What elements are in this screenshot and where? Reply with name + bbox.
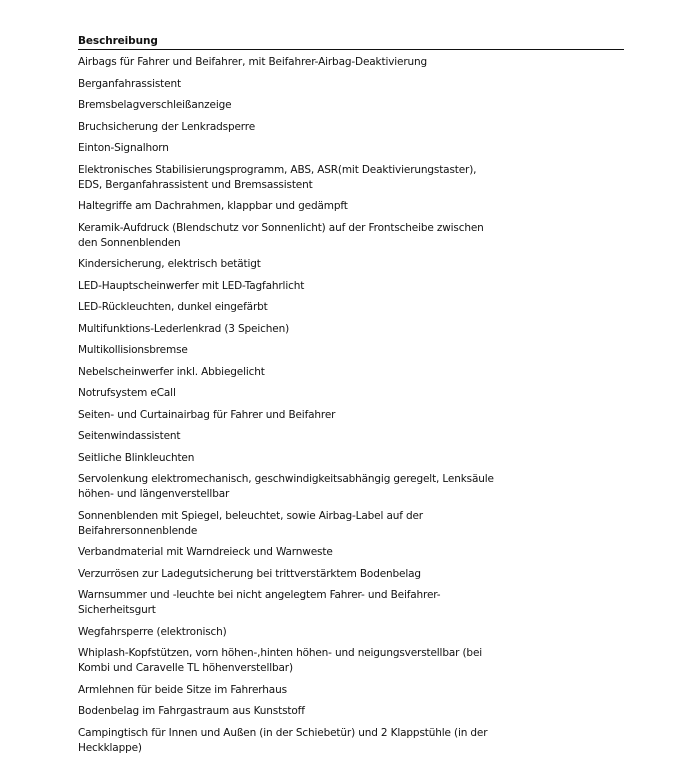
list-item: Airbags für Fahrer und Beifahrer, mit Beifahrer-Airbag-Deaktivierung — [78, 56, 428, 68]
list-item: Bremsbelagverschleißanzeige — [78, 99, 232, 111]
list-item: Haltegriffe am Dachrahmen, klappbar und gedämpft — [78, 200, 348, 212]
list-item: Bruchsicherung der Lenkradsperre — [78, 120, 256, 133]
list-item: LED-Hauptscheinwerfer mit LED-Tagfahrlicht — [78, 279, 305, 292]
list-item: Elektronisches Stabilisierungsprogramm, ABS, ASR(mit Deaktivierungstaster), EDS, Berganfahrassistent und Bremsassistent — [78, 163, 477, 191]
list-item: LED-Rückleuchten, dunkel eingefärbt — [78, 301, 268, 313]
list-item: Keramik-Aufdruck (Blendschutz vor Sonnenlicht) auf der Frontscheibe zwischen den Sonnenblenden — [78, 221, 484, 249]
equipment-list — [78, 50, 624, 757]
list-item: Berganfahrassistent — [78, 77, 181, 90]
list-item: Einton-Signalhorn — [78, 142, 169, 154]
list-item: Seiten- und Curtainairbag für Fahrer und Beifahrer — [78, 408, 336, 421]
list-item: Nebelscheinwerfer inkl. Abbiegelicht — [78, 365, 265, 378]
list-item: Kindersicherung, elektrisch betätigt — [78, 258, 261, 270]
list-item: Campingtisch für Innen und Außen (in der Schiebetür) und 2 Klappstühle (in der Heckklappe) — [78, 726, 488, 754]
list-item: Armlehnen für beide Sitze im Fahrerhaus — [78, 683, 287, 696]
list-item: Notrufsystem eCall — [78, 387, 176, 399]
equipment-document — [78, 34, 624, 757]
list-item: Sonnenblenden mit Spiegel, beleuchtet, sowie Airbag-Label auf der Beifahrersonnenblende — [78, 509, 423, 537]
list-item: Bodenbelag im Fahrgastraum aus Kunststoff — [78, 705, 305, 717]
list-item: Wegfahrsperre (elektronisch) — [78, 625, 227, 638]
list-item: Multikollisionsbremse — [78, 344, 188, 356]
list-item: Warnsummer und -leuchte bei nicht angelegtem Fahrer- und Beifahrer- Sicherheitsgurt — [78, 589, 441, 616]
list-item: Whiplash-Kopfstützen, vorn höhen-,hinten höhen- und neigungsverstellbar (bei Kombi und Caravelle TL höhenverstellbar) — [78, 647, 483, 674]
column-header: Beschreibung — [78, 34, 624, 50]
list-item: Multifunktions-Lederlenkrad (3 Speichen) — [78, 322, 290, 335]
list-item: Verbandmaterial mit Warndreieck und Warnweste — [78, 546, 333, 558]
list-item: Servolenkung elektromechanisch, geschwindigkeitsabhängig geregelt, Lenksäule höhen- und längenverstellbar — [78, 473, 494, 500]
list-item: Seitliche Blinkleuchten — [78, 451, 195, 464]
list-item: Seitenwindassistent — [78, 430, 181, 442]
list-item: Verzurrösen zur Ladegutsicherung bei trittverstärktem Bodenbelag — [78, 567, 421, 580]
